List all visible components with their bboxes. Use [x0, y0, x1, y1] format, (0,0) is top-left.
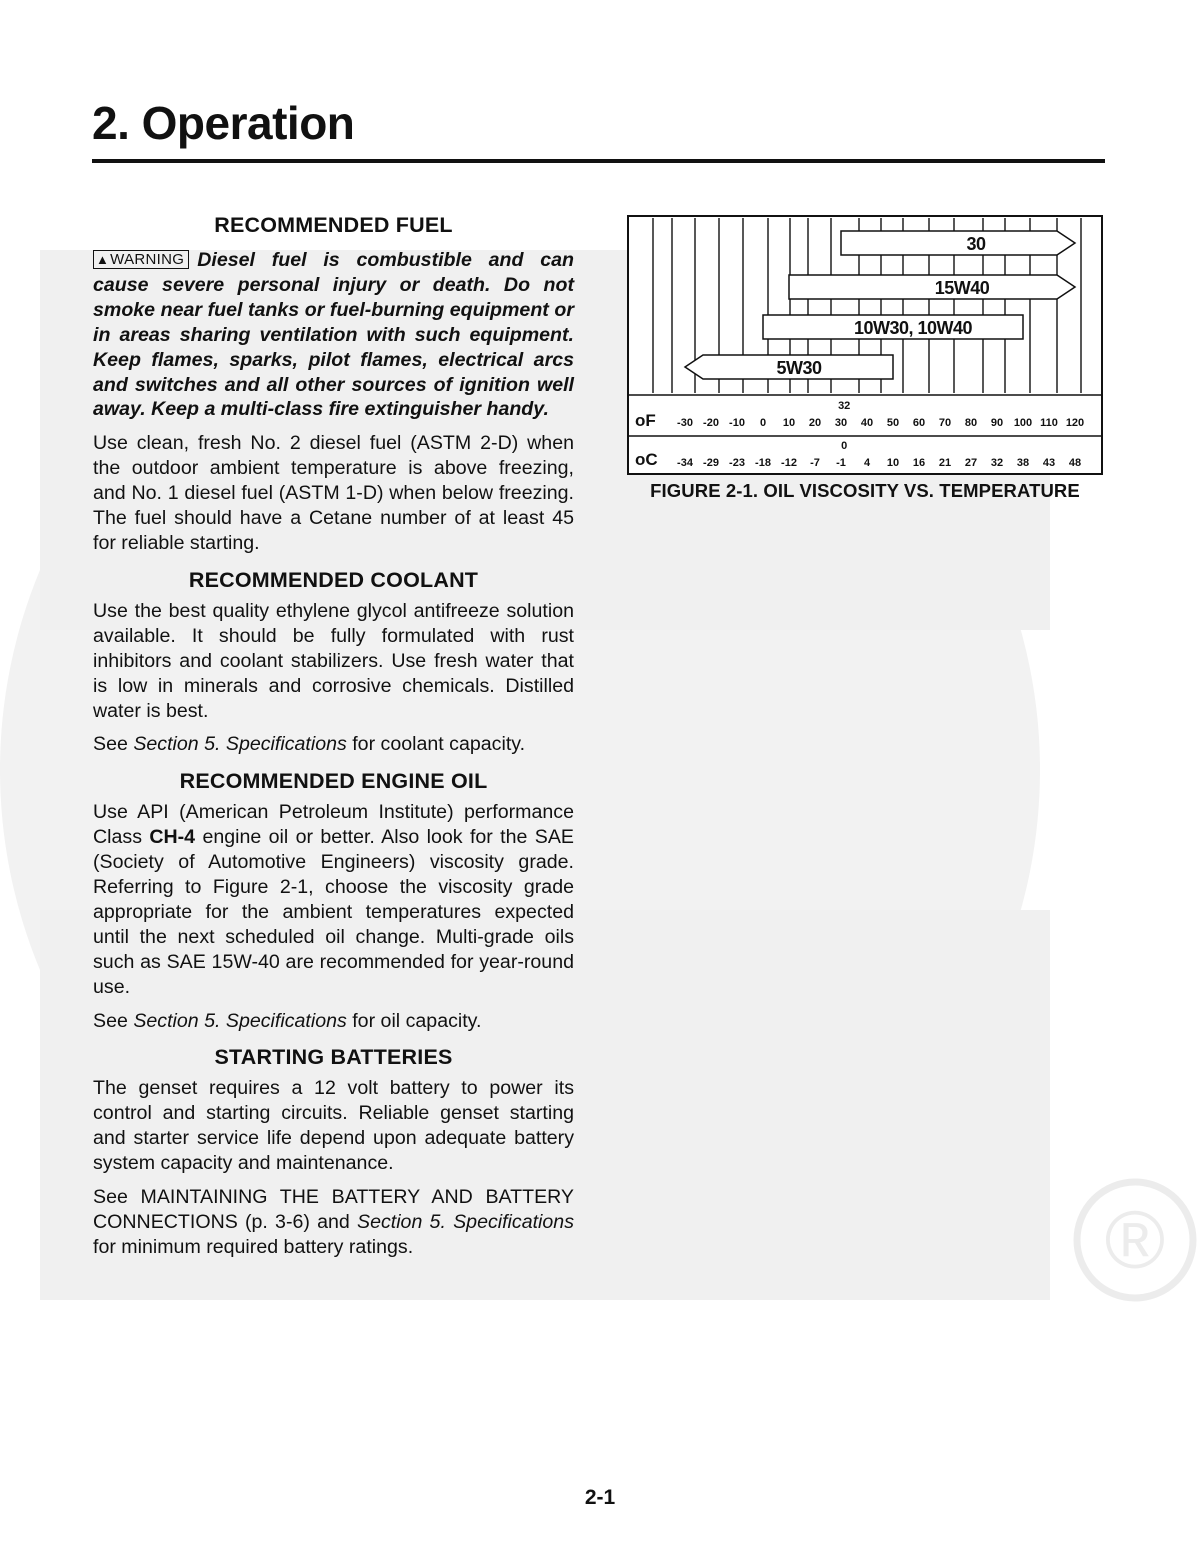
oil-section-ref: Section 5. Specifications	[133, 1009, 347, 1032]
viscosity-label-1: 15W40	[934, 278, 990, 298]
c-tick-13: 38	[1016, 457, 1030, 469]
coolant-body: Use the best quality ethylene glycol antifreeze solution available. It should be fully formulated with rust inhibitors and coolant stabilizers. Use fresh water that is low in minerals and corrosive chemicals. Distilled water is best.	[93, 599, 574, 722]
f-tick-10: 70	[938, 417, 952, 429]
fuel-body: Use clean, fresh No. 2 diesel fuel (ASTM 2-D) when the outdoor ambient temperature is above freezing, and No. 1 diesel fuel (ASTM 1-D) when below freezing. The fuel should have a Cetane number of at least 45 for reliable starting.	[93, 432, 574, 554]
f-tick-14: 110	[1040, 417, 1058, 429]
c-tick-15: 48	[1068, 457, 1082, 469]
oil-class-ch4: CH-4	[149, 826, 196, 849]
coolant-section-ref: Section 5. Specifications	[133, 733, 347, 756]
c-tick-8: 10	[886, 457, 900, 469]
f-tick-8: 50	[886, 417, 900, 429]
batteries-see-suffix: for minimum required battery ratings.	[93, 1235, 414, 1258]
fuel-heading: RECOMMENDED FUEL	[214, 213, 453, 237]
left-column	[93, 210, 574, 1269]
figure-caption: FIGURE 2-1. OIL VISCOSITY VS. TEMPERATURE	[650, 480, 1080, 501]
engine-oil-body-part1: Use API (American Petroleum Institute) performance Class	[93, 801, 574, 849]
c-tick-2: -23	[729, 457, 745, 469]
warning-badge-label: WARNING	[110, 251, 185, 268]
c-tick-5: -7	[810, 457, 820, 469]
viscosity-bar-0	[841, 231, 1075, 255]
f-tick-15: 120	[1065, 417, 1085, 429]
engine-oil-body	[93, 800, 574, 999]
freezing-f-label: 32	[838, 400, 851, 412]
f-tick-1: -20	[703, 417, 719, 429]
c-tick-1: -29	[703, 457, 719, 469]
coolant-see-suffix: for coolant capacity.	[346, 733, 526, 756]
viscosity-label-0: 30	[966, 234, 986, 254]
f-tick-3: 0	[759, 417, 767, 429]
engine-oil-heading: RECOMMENDED ENGINE OIL	[179, 769, 488, 794]
c-tick-0: -34	[677, 457, 693, 469]
f-tick-0: -30	[677, 417, 693, 429]
viscosity-label-3: 5W30	[776, 358, 822, 378]
fahrenheit-label: oF	[635, 411, 656, 430]
c-tick-6: -1	[836, 457, 846, 469]
c-tick-7: 4	[863, 457, 871, 469]
batteries-section-ref: Section 5. Specifications	[357, 1211, 574, 1233]
f-tick-5: 20	[808, 417, 822, 429]
viscosity-label-2: 10W30, 10W40	[853, 318, 973, 338]
freezing-c-label: 0	[841, 440, 848, 452]
batteries-heading: STARTING BATTERIES	[214, 1045, 453, 1070]
coolant-see	[93, 732, 574, 757]
oil-see-prefix: See	[93, 1009, 134, 1032]
c-tick-9: 16	[912, 457, 926, 469]
batteries-see-prefix: See MAINTAINING THE BATTERY AND BATTERY CONNECTIONS (p. 3-6) and	[93, 1186, 574, 1233]
warning-badge	[93, 250, 189, 269]
f-tick-4: 10	[782, 417, 796, 429]
coolant-see-prefix: See	[93, 733, 134, 756]
f-tick-9: 60	[912, 417, 926, 429]
f-tick-11: 80	[964, 417, 978, 429]
f-tick-2: -10	[729, 417, 745, 429]
celsius-label: oC	[635, 450, 658, 469]
oil-viscosity-chart	[627, 215, 1103, 475]
chart-svg	[627, 215, 1103, 475]
f-tick-13: 100	[1013, 417, 1033, 429]
warning-triangle-icon: ▲	[96, 252, 110, 267]
c-tick-3: -18	[755, 457, 771, 469]
warning-text: Diesel fuel is combustible and can cause severe personal injury or death. Do not smoke near fuel tanks or fuel-burning equipment or in areas sharing ventilation with such equipment. Keep flames, sparks, pilot flames, electrical arcs and switches and all other sources of ignition well away. Keep a multi-class fire extinguisher handy.	[93, 249, 574, 421]
viscosity-bar-1	[789, 275, 1075, 299]
c-tick-4: -12	[781, 457, 797, 469]
f-tick-7: 40	[860, 417, 874, 429]
batteries-see	[93, 1185, 574, 1260]
coolant-heading: RECOMMENDED COOLANT	[188, 567, 479, 592]
title-rule	[92, 159, 1105, 163]
f-tick-6: 30	[834, 417, 848, 429]
c-tick-10: 21	[938, 457, 952, 469]
page-title: 2. Operation	[92, 97, 355, 149]
engine-oil-body-part2: engine oil or better. Also look for the SAE (Society of Automotive Engineers) viscosity grade. Referring to Figure 2-1, choose the viscosity grade appropriate for the ambient temperatures expected until the next scheduled oil change. Multi-grade oils such as SAE 15W-40 are recommended for year-round use.	[93, 826, 574, 998]
page-number: 2-1	[584, 1486, 616, 1509]
registered-mark: ®	[1104, 1195, 1166, 1286]
c-tick-14: 43	[1042, 457, 1056, 469]
batteries-body: The genset requires a 12 volt battery to power its control and starting circuits. Reliable genset starting and starter service life depend upon adequate battery system capacity and maintenance.	[93, 1077, 574, 1175]
f-tick-12: 90	[990, 417, 1004, 429]
engine-oil-see	[93, 1009, 574, 1034]
fuel-warning	[93, 248, 574, 422]
oil-see-suffix: for oil capacity.	[346, 1009, 482, 1032]
c-tick-12: 32	[990, 457, 1004, 469]
c-tick-11: 27	[964, 457, 978, 469]
